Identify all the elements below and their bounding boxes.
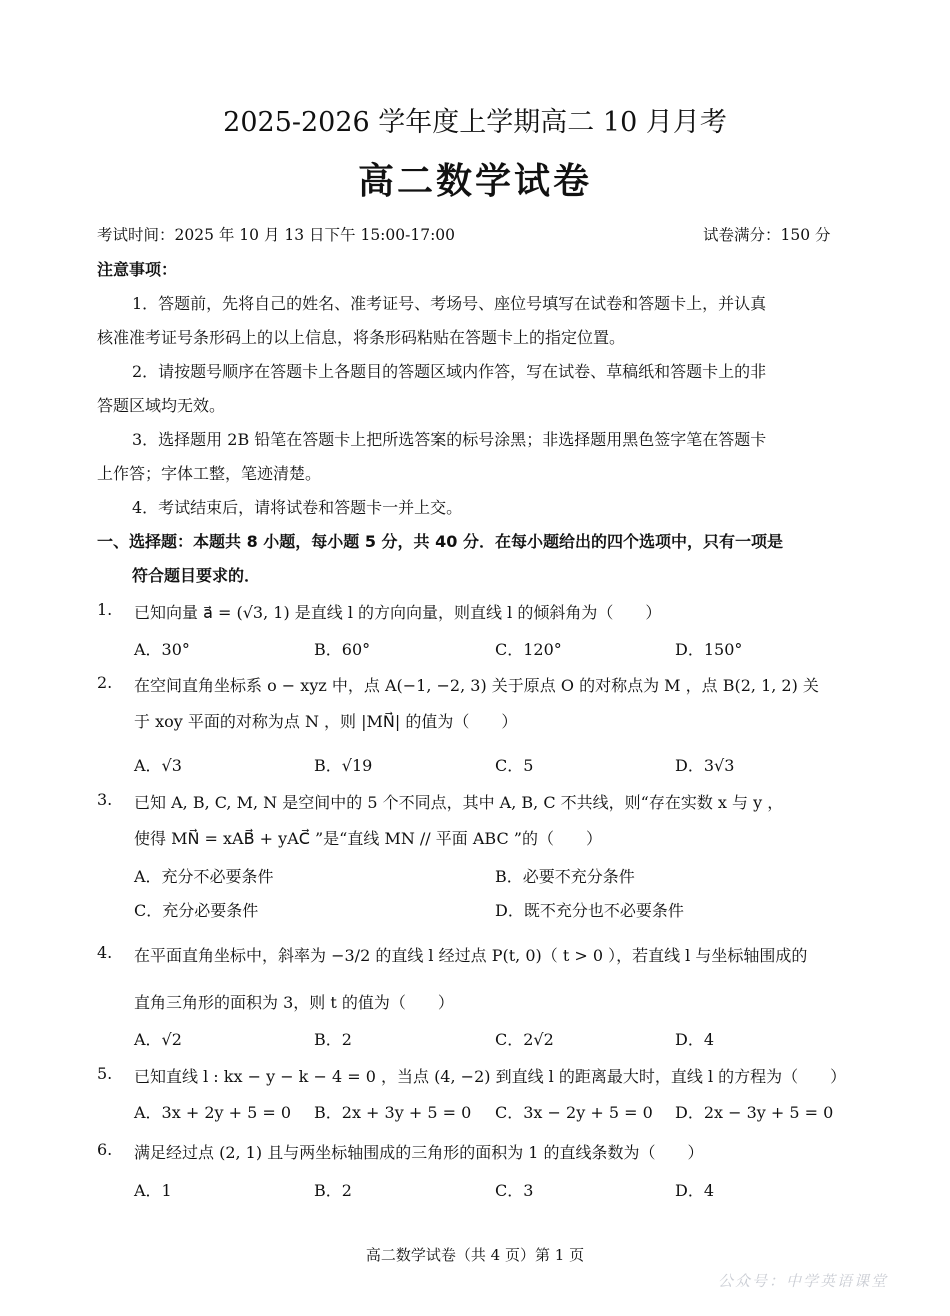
option-d: D．4 [675,1181,715,1200]
question-number: 6. [97,1140,113,1159]
question-text: 直角三角形的面积为 3，则 t 的值为（ ） [134,993,454,1012]
option-c: C．5 [495,756,534,775]
paper-title: 高二数学试卷 [357,160,592,202]
note-line: 答题区域均无效。 [97,396,226,415]
option-b: B．2 [314,1181,352,1200]
question-text: 已知直线 l : kx − y − k − 4 = 0 ，当点 (4, −2) 到直线 l 的距离最大时，直线 l 的方程为（ ） [134,1067,847,1086]
question-text: 已知向量 a⃗ = (√3, 1) 是直线 l 的方向向量，则直线 l 的倾斜角为（ ） [134,603,662,622]
question-text: 使得 MN⃗ = xAB⃗ + yAC⃗ ”是“直线 MN // 平面 ABC ”的（ ） [134,829,602,848]
notes-heading: 注意事项： [97,260,178,279]
question-text: 已知 A, B, C, M, N 是空间中的 5 个不同点，其中 A, B, C 不共线，则“存在实数 x 与 y ， [134,793,784,812]
question-number: 2. [97,673,113,692]
option-d: D．既不充分也不必要条件 [495,901,684,920]
note-line: 3．选择题用 2B 铅笔在答题卡上把所选答案的标号涂黑；非选择题用黑色签字笔在答题卡 [132,430,767,449]
exam-time: 考试时间：2025 年 10 月 13 日下午 15:00-17:00 [97,226,456,244]
option-a: A．3x + 2y + 5 = 0 [134,1103,292,1122]
question-number: 3. [97,790,113,809]
exam-title: 2025-2026 学年度上学期高二 10 月月考 [223,107,727,138]
option-c: C．2√2 [495,1030,554,1049]
question-text: 在空间直角坐标系 o − xyz 中，点 A(−1, −2, 3) 关于原点 O 的对称点为 M ，点 B(2, 1, 2) 关 [134,676,819,695]
option-b: B．必要不充分条件 [495,867,635,886]
option-d: D．2x − 3y + 5 = 0 [675,1103,834,1122]
full-score: 试卷满分：150 分 [703,226,831,244]
section-heading-cont: 符合题目要求的． [132,566,261,585]
option-d: D．4 [675,1030,715,1049]
note-line: 2．请按题号顺序在答题卡上各题目的答题区域内作答，写在试卷、草稿纸和答题卡上的非 [132,362,767,381]
note-line: 1．答题前，先将自己的姓名、准考证号、考场号、座位号填写在试卷和答题卡上，并认真 [132,294,767,313]
page-footer: 高二数学试卷（共 4 页）第 1 页 [365,1246,585,1264]
question-number: 1. [97,600,113,619]
question-number: 4. [97,943,113,962]
option-a: A．1 [134,1181,172,1200]
option-c: C．充分必要条件 [134,901,259,920]
option-a: A．30° [134,640,190,659]
option-a: A．√3 [134,756,182,775]
option-b: B．2x + 3y + 5 = 0 [314,1103,472,1122]
question-text: 于 xoy 平面的对称为点 N ，则 |MN⃗| 的值为（ ） [134,712,518,731]
question-number: 5. [97,1064,113,1083]
option-b: B．2 [314,1030,352,1049]
watermark: 公众号：中学英语课堂 [718,1272,889,1290]
option-c: C．120° [495,640,562,659]
note-line: 上作答；字体工整，笔迹清楚。 [97,464,322,483]
option-b: B．60° [314,640,371,659]
section-heading: 一、选择题：本题共 8 小题，每小题 5 分，共 40 分．在每小题给出的四个选项中，只有一项是 [97,532,783,551]
option-a: A．充分不必要条件 [134,867,274,886]
option-c: C．3 [495,1181,534,1200]
option-c: C．3x − 2y + 5 = 0 [495,1103,653,1122]
option-b: B．√19 [314,756,373,775]
question-text: 满足经过点 (2, 1) 且与两坐标轴围成的三角形的面积为 1 的直线条数为（ ） [134,1143,704,1162]
option-a: A．√2 [134,1030,182,1049]
option-d: D．150° [675,640,743,659]
note-line: 4．考试结束后，请将试卷和答题卡一并上交。 [132,498,463,517]
option-d: D．3√3 [675,756,735,775]
note-line: 核准准考证号条形码上的以上信息，将条形码粘贴在答题卡上的指定位置。 [97,328,626,347]
question-text: 在平面直角坐标中，斜率为 −3/2 的直线 l 经过点 P(t, 0)（ t > 0 ），若直线 l 与坐标轴围成的 [134,946,808,965]
